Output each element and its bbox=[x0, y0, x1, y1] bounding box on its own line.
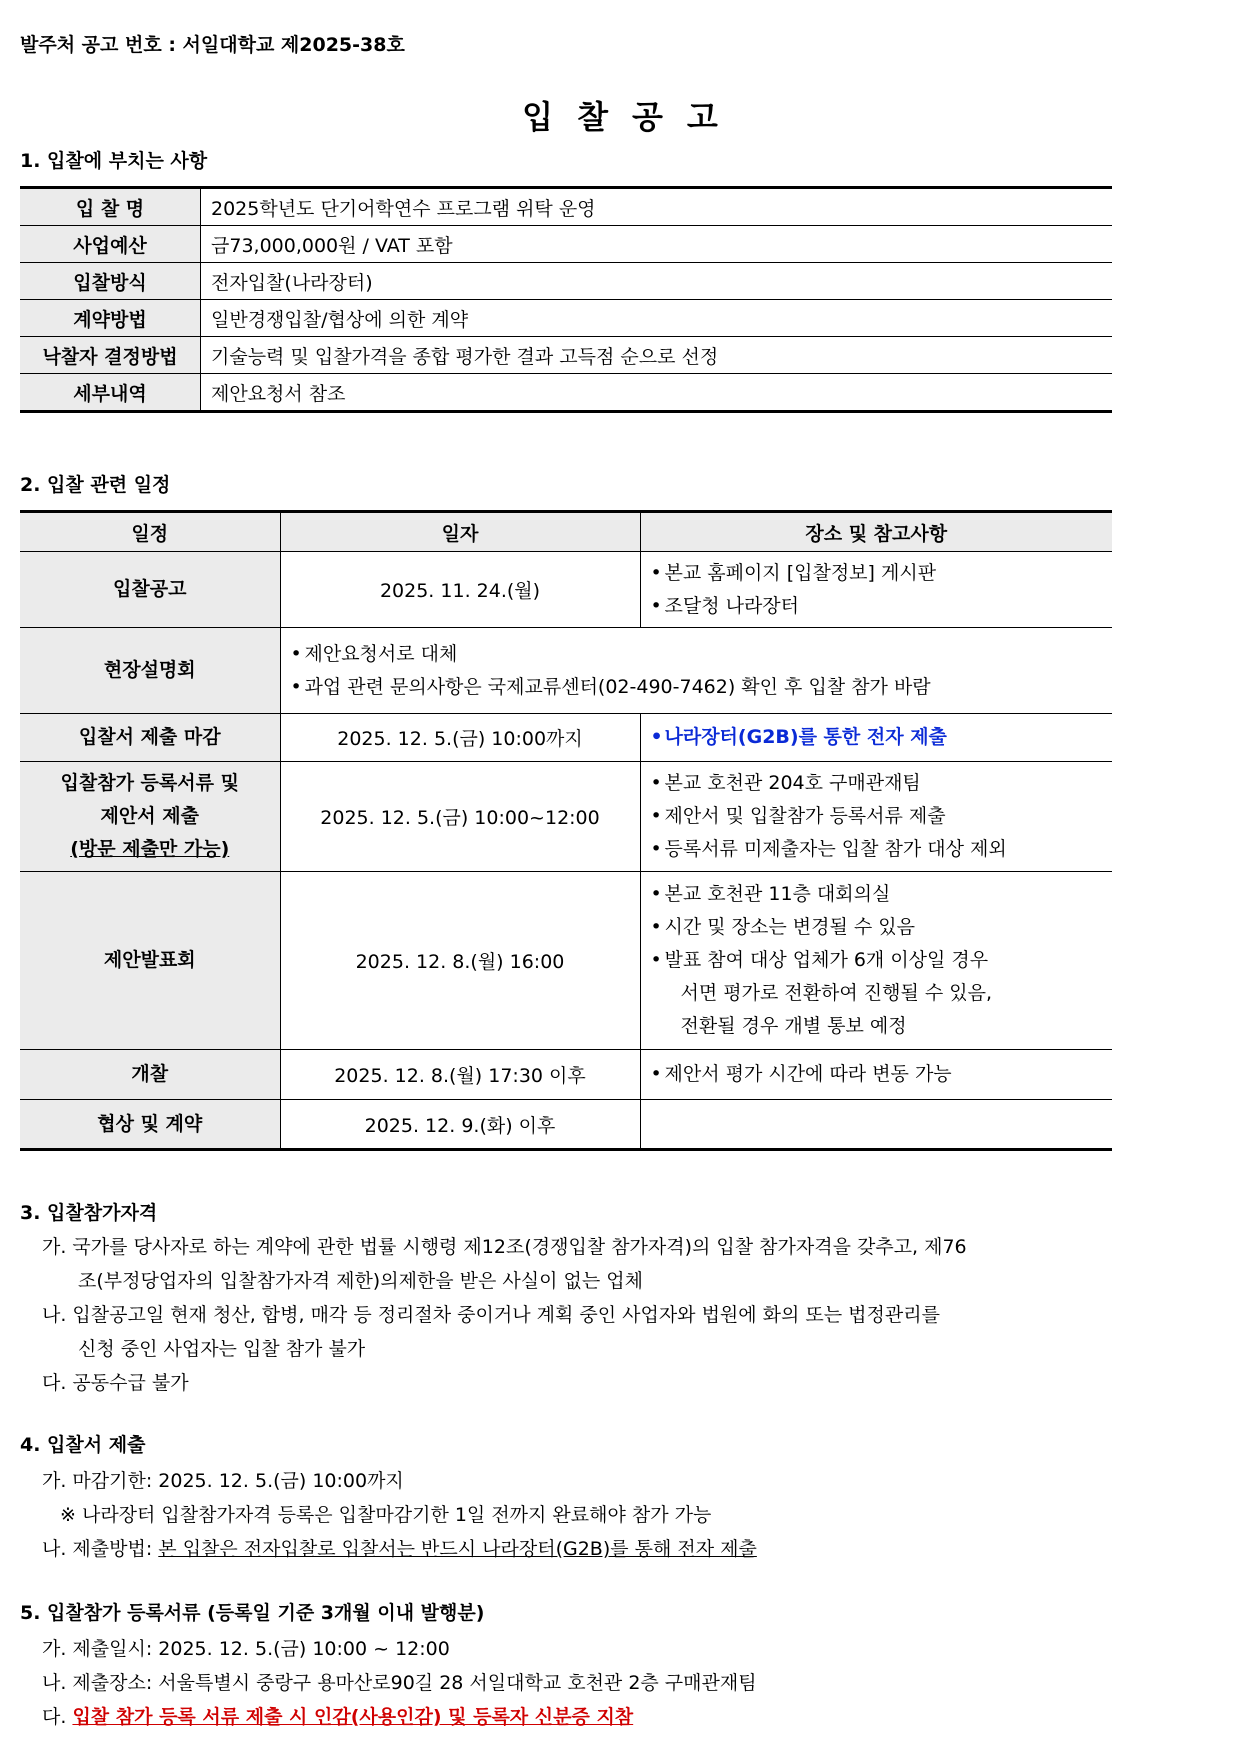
column-header: 장소 및 참고사항 bbox=[640, 512, 1112, 552]
schedule-date: 2025. 12. 5.(금) 10:00~12:00 bbox=[280, 762, 640, 872]
row-value: 기술능력 및 입찰가격을 종합 평가한 결과 고득점 순으로 선정 bbox=[201, 337, 1113, 374]
row-value: 2025학년도 단기어학연수 프로그램 위탁 운영 bbox=[201, 188, 1113, 226]
schedule-label: 개찰 bbox=[20, 1050, 280, 1100]
row-value: 일반경쟁입찰/협상에 의한 계약 bbox=[201, 300, 1113, 337]
list-item: • 제안서 및 입찰참가 등록서류 제출 bbox=[651, 800, 1103, 833]
table-row bbox=[20, 374, 1112, 412]
schedule-date: 2025. 12. 9.(화) 이후 bbox=[280, 1100, 640, 1150]
list-item-continuation: 전환될 경우 개별 통보 예정 bbox=[680, 1015, 907, 1037]
section3-heading: 3. 입찰참가자격 bbox=[20, 1202, 158, 1224]
label-line: 입찰참가 등록서류 및 bbox=[60, 772, 239, 794]
list-item: • 과업 관련 문의사항은 국제교류센터(02-490-7462) 확인 후 입찰 참가 바람 bbox=[291, 671, 1103, 704]
list-item: • 조달청 나라장터 bbox=[651, 590, 1103, 623]
list-item: • 나라장터(G2B)를 통한 전자 제출 bbox=[651, 721, 1103, 754]
table-row bbox=[20, 714, 1112, 762]
table-row bbox=[20, 1100, 1112, 1150]
qualification-b: 나. 입찰공고일 현재 청산, 합병, 매각 등 정리절차 중이거나 계획 중인 사업자와 법원에 화의 또는 법정관리를 bbox=[42, 1304, 940, 1326]
qualification-c: 다. 공동수급 불가 bbox=[42, 1372, 189, 1394]
label-line: 제안서 제출 bbox=[100, 805, 199, 827]
list-item: • 제안요청서로 대체 bbox=[291, 638, 1103, 671]
registration-note: ※ 나라장터 입찰참가자격 등록은 입찰마감기한 1일 전까지 완료해야 참가 가능 bbox=[60, 1504, 712, 1526]
table-row bbox=[20, 337, 1112, 374]
schedule-notes bbox=[640, 552, 1112, 628]
row-value: 전자입찰(나라장터) bbox=[201, 263, 1113, 300]
schedule-label: 협상 및 계약 bbox=[20, 1100, 280, 1150]
schedule-label bbox=[20, 762, 280, 872]
row-label: 입 찰 명 bbox=[20, 188, 201, 226]
submission-place: 나. 제출장소: 서울특별시 중랑구 용마산로90길 28 서일대학교 호천관 2층 구매관재팀 bbox=[42, 1672, 757, 1694]
required-items-prefix: 다. bbox=[42, 1706, 73, 1728]
column-header: 일자 bbox=[280, 512, 640, 552]
submission-method-prefix: 나. 제출방법: bbox=[42, 1538, 159, 1560]
table-row bbox=[20, 300, 1112, 337]
section4-heading: 4. 입찰서 제출 bbox=[20, 1434, 146, 1456]
required-items-body: 입찰 참가 등록 서류 제출 시 인감(사용인감) 및 등록자 신분증 지참 bbox=[72, 1706, 634, 1728]
schedule-date: 2025. 12. 8.(월) 16:00 bbox=[280, 872, 640, 1050]
row-label: 세부내역 bbox=[20, 374, 201, 412]
section2-heading: 2. 입찰 관련 일정 bbox=[20, 474, 171, 496]
schedule-notes bbox=[640, 714, 1112, 762]
qualification-b-cont: 신청 중인 사업자는 입찰 참가 불가 bbox=[78, 1338, 366, 1360]
table-row bbox=[20, 1050, 1112, 1100]
row-label: 낙찰자 결정방법 bbox=[20, 337, 201, 374]
schedule-date: 2025. 11. 24.(월) bbox=[280, 552, 640, 628]
schedule-notes bbox=[640, 1100, 1112, 1150]
table-header-row bbox=[20, 512, 1112, 552]
list-item: • 본교 홈페이지 [입찰정보] 게시판 bbox=[651, 557, 1103, 590]
schedule-label: 입찰공고 bbox=[20, 552, 280, 628]
submission-method-body: 본 입찰은 전자입찰로 입찰서는 반드시 나라장터(G2B)를 통해 전자 제출 bbox=[158, 1538, 757, 1560]
table-row bbox=[20, 628, 1112, 714]
table-row bbox=[20, 188, 1112, 226]
section1-heading: 1. 입찰에 부치는 사항 bbox=[20, 150, 208, 172]
schedule-table bbox=[20, 510, 1112, 1151]
qualification-a: 가. 국가를 당사자로 하는 계약에 관한 법률 시행령 제12조(경쟁입찰 참가자격)의 입찰 참가자격을 갖추고, 제76 bbox=[42, 1236, 967, 1258]
document-title: 입찰공고 bbox=[522, 98, 742, 136]
schedule-date: 2025. 12. 5.(금) 10:00까지 bbox=[280, 714, 640, 762]
notice-number: 발주처 공고 번호 : 서일대학교 제2025-38호 bbox=[20, 34, 405, 56]
table-row bbox=[20, 872, 1112, 1050]
schedule-notes bbox=[280, 628, 1112, 714]
table-row bbox=[20, 762, 1112, 872]
row-label: 입찰방식 bbox=[20, 263, 201, 300]
bid-info-table bbox=[20, 186, 1112, 413]
list-item: • 시간 및 장소는 변경될 수 있음 bbox=[651, 911, 1103, 944]
submission-method bbox=[42, 1534, 757, 1561]
qualification-a-cont: 조(부정당업자의 입찰참가자격 제한)의제한을 받은 사실이 없는 업체 bbox=[78, 1270, 643, 1292]
schedule-label: 제안발표회 bbox=[20, 872, 280, 1050]
column-header: 일정 bbox=[20, 512, 280, 552]
section5-heading: 5. 입찰참가 등록서류 (등록일 기준 3개월 이내 발행분) bbox=[20, 1602, 485, 1624]
list-item: • 본교 호천관 11층 대회의실 bbox=[651, 878, 1103, 911]
deadline: 가. 마감기한: 2025. 12. 5.(금) 10:00까지 bbox=[42, 1470, 404, 1492]
schedule-label: 현장설명회 bbox=[20, 628, 280, 714]
schedule-notes bbox=[640, 762, 1112, 872]
required-items bbox=[42, 1702, 633, 1729]
schedule-label: 입찰서 제출 마감 bbox=[20, 714, 280, 762]
schedule-date: 2025. 12. 8.(월) 17:30 이후 bbox=[280, 1050, 640, 1100]
row-label: 사업예산 bbox=[20, 226, 201, 263]
table-row bbox=[20, 226, 1112, 263]
submission-datetime: 가. 제출일시: 2025. 12. 5.(금) 10:00 ~ 12:00 bbox=[42, 1638, 450, 1660]
list-item-continuation: 서면 평가로 전환하여 진행될 수 있음, bbox=[680, 982, 993, 1004]
schedule-notes bbox=[640, 1050, 1112, 1100]
table-row bbox=[20, 263, 1112, 300]
list-item: • 본교 호천관 204호 구매관재팀 bbox=[651, 767, 1103, 800]
schedule-notes bbox=[640, 872, 1112, 1050]
list-item: • 등록서류 미제출자는 입찰 참가 대상 제외 bbox=[651, 833, 1103, 866]
label-line: (방문 제출만 가능) bbox=[70, 838, 230, 860]
list-item: • 발표 참여 대상 업체가 6개 이상일 경우 bbox=[651, 944, 1103, 977]
row-label: 계약방법 bbox=[20, 300, 201, 337]
row-value: 금73,000,000원 / VAT 포함 bbox=[201, 226, 1113, 263]
row-value: 제안요청서 참조 bbox=[201, 374, 1113, 412]
table-row bbox=[20, 552, 1112, 628]
list-item: • 제안서 평가 시간에 따라 변동 가능 bbox=[651, 1058, 1103, 1091]
